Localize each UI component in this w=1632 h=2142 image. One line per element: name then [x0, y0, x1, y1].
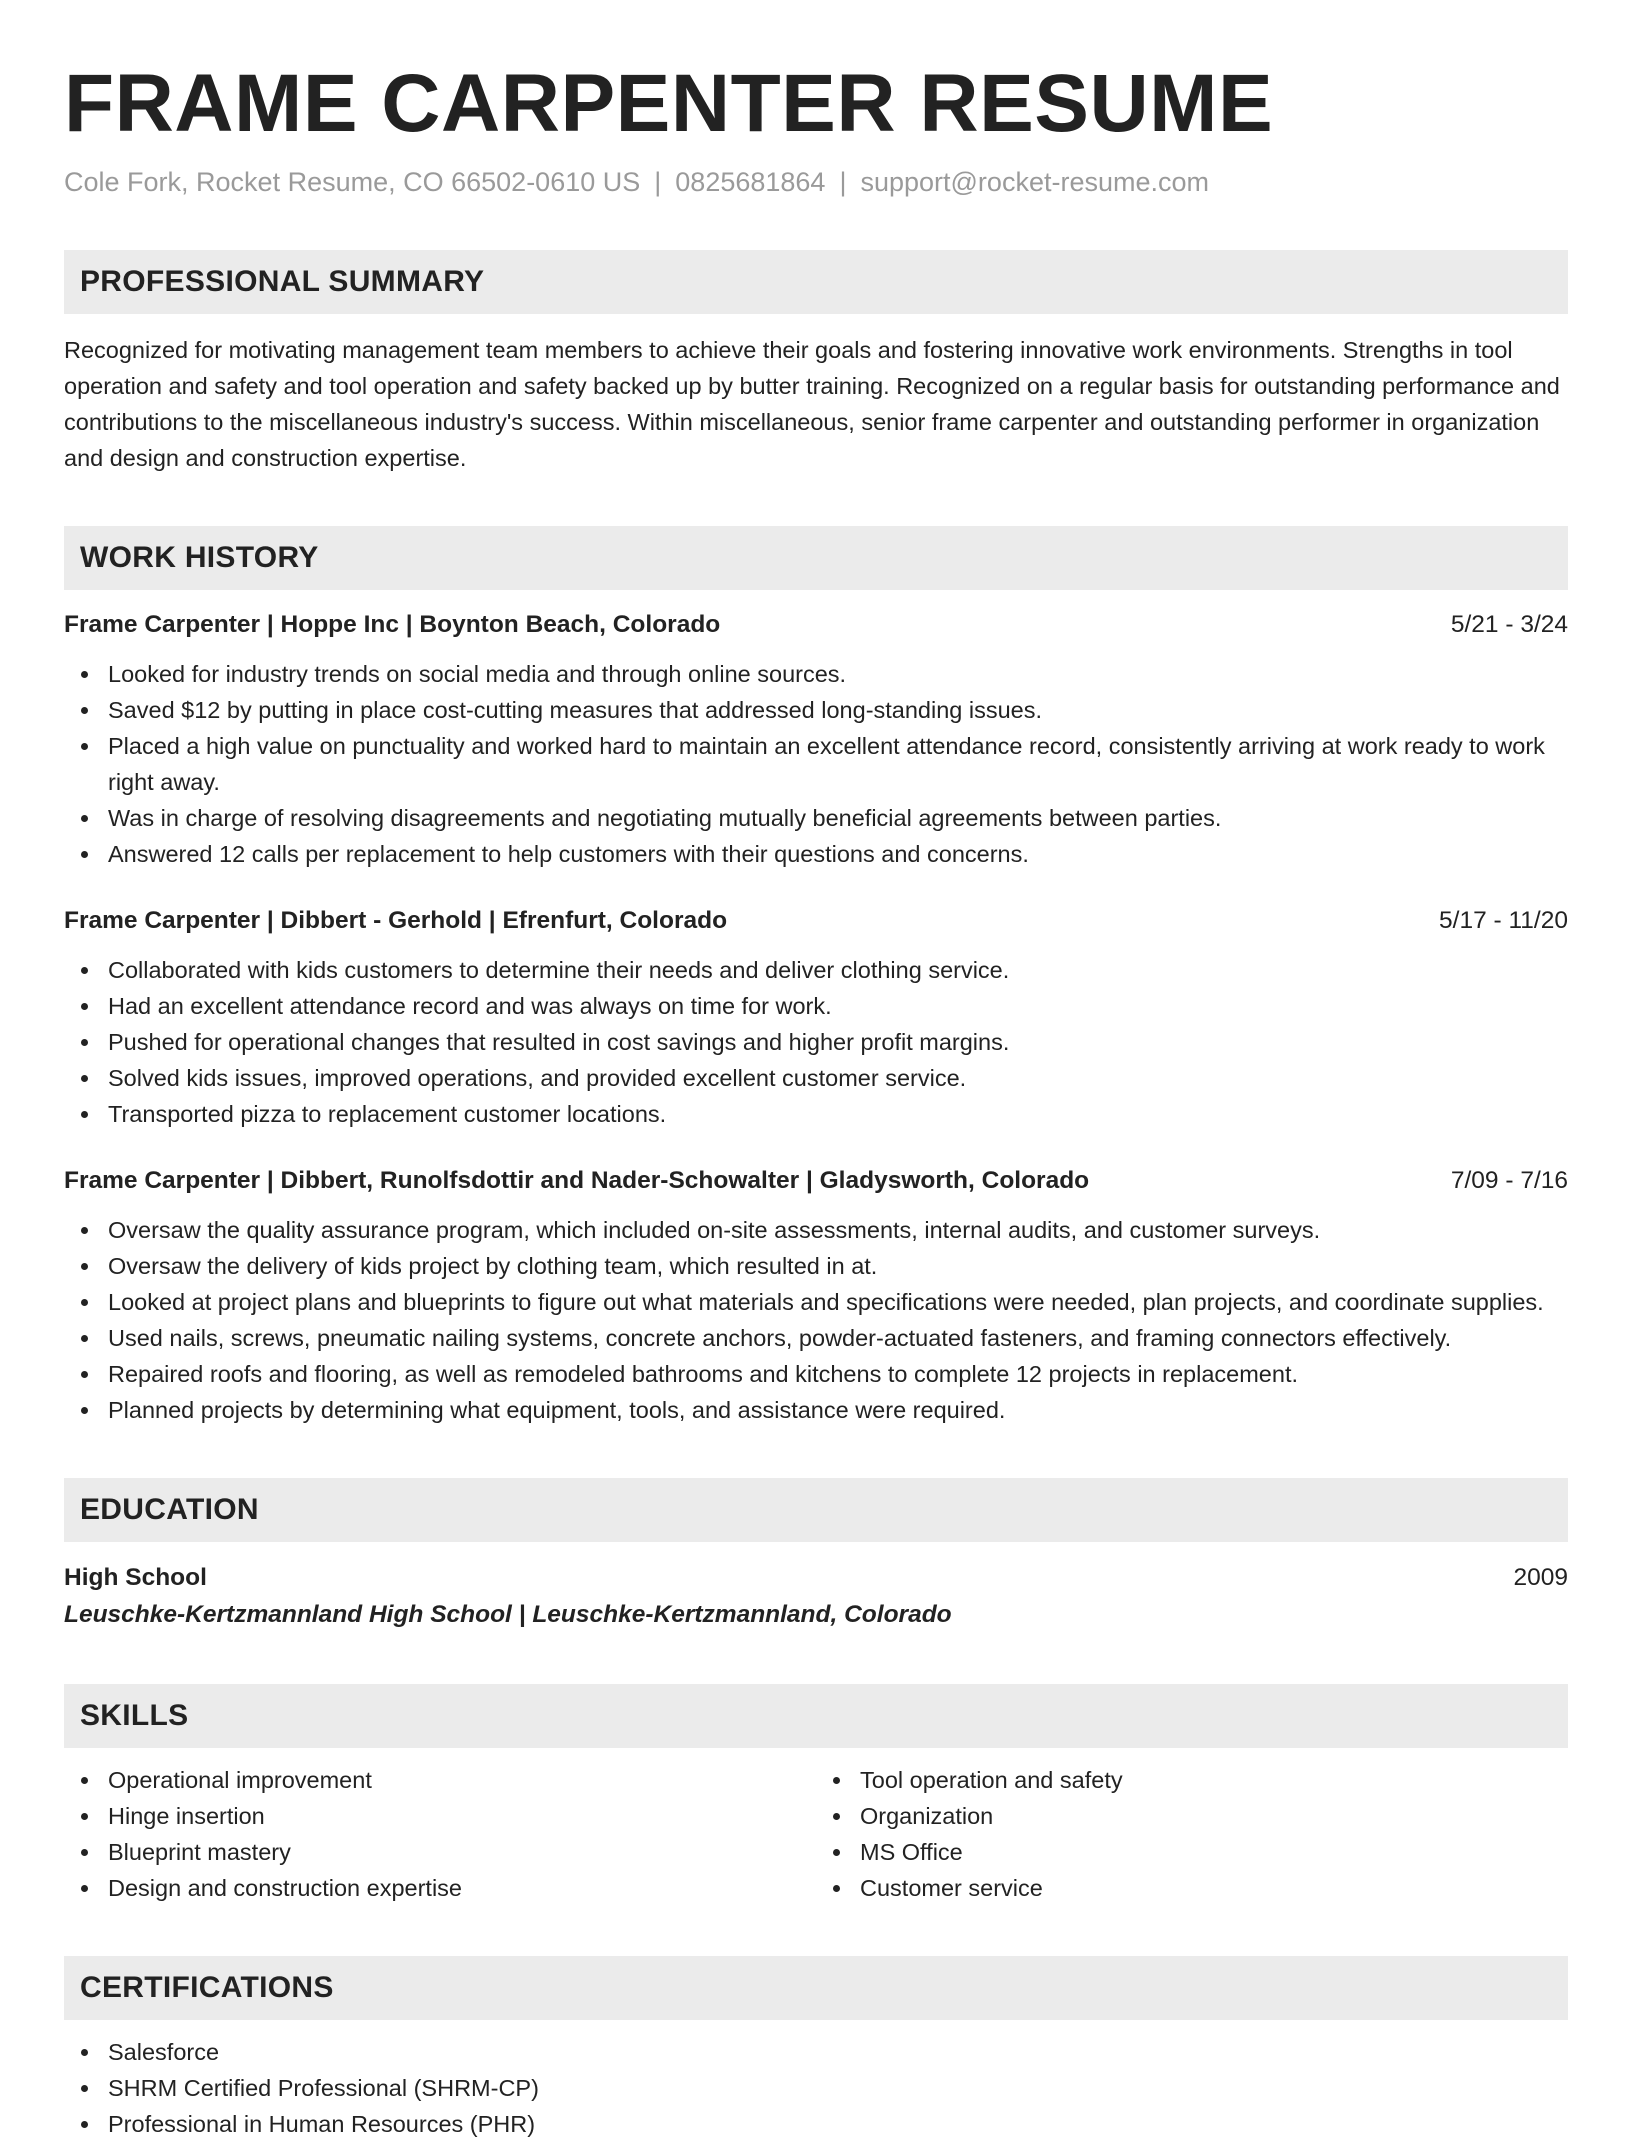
skills-right-column [816, 1762, 1568, 1906]
education-school: Leuschke-Kertzmannland High School | Leuschke-Kertzmannland, Colorado [64, 1601, 952, 1629]
list-item: MS Office [860, 1834, 1568, 1870]
summary-text: Recognized for motivating management team members to achieve their goals and fostering innovative work environments. Strengths in tool operation and safety and tool operation and safety backed up by butter training. Recognized on a regular basis for outstanding performance and contributions to the miscellaneous industry's success. Within miscellaneous, senior frame carpenter and outstanding performer in organization and design and construction expertise. [64, 337, 1560, 472]
section-heading-skills: SKILLS [64, 1684, 1568, 1748]
job-dates: 7/09 - 7/16 [1450, 1167, 1568, 1195]
list-item: Answered 12 calls per replacement to help customers with their questions and concerns. [108, 836, 1568, 872]
list-item: Pushed for operational changes that resulted in cost savings and higher profit margins. [108, 1024, 1568, 1060]
education-header [64, 1560, 1568, 1596]
skills-columns [64, 1762, 1568, 1906]
certifications-list [64, 2034, 1568, 2142]
list-item: Planned projects by determining what equipment, tools, and assistance were required. [108, 1392, 1568, 1428]
list-item: Solved kids issues, improved operations, and provided excellent customer service. [108, 1060, 1568, 1096]
contact-address: Cole Fork, Rocket Resume, CO 66502-0610 US [64, 166, 641, 197]
contact-separator: | [654, 166, 662, 197]
list-item: Looked for industry trends on social media and through online sources. [108, 656, 1568, 692]
list-item: Oversaw the delivery of kids project by clothing team, which resulted in at. [108, 1248, 1568, 1284]
list-item: Saved $12 by putting in place cost-cutting measures that addressed long-standing issues. [108, 692, 1568, 728]
list-item: Had an excellent attendance record and was always on time for work. [108, 988, 1568, 1024]
list-item: Hinge insertion [108, 1798, 816, 1834]
list-item: Placed a high value on punctuality and worked hard to maintain an excellent attendance record, consistently arriving at work ready to work right away. [108, 728, 1568, 800]
section-heading-work-history: WORK HISTORY [64, 526, 1568, 590]
job-header [64, 1164, 1568, 1198]
job-bullets [64, 952, 1568, 1132]
job-entry [64, 608, 1568, 872]
education-year: 2009 [1513, 1564, 1568, 1592]
list-item: SHRM Certified Professional (SHRM-CP) [108, 2070, 1568, 2106]
list-item: Repaired roofs and flooring, as well as remodeled bathrooms and kitchens to complete 12 projects in replacement. [108, 1356, 1568, 1392]
list-item: Customer service [860, 1870, 1568, 1906]
job-header [64, 608, 1568, 642]
list-item: Operational improvement [108, 1762, 816, 1798]
list-item: Design and construction expertise [108, 1870, 816, 1906]
list-item: Transported pizza to replacement customer locations. [108, 1096, 1568, 1132]
list-item: Collaborated with kids customers to determine their needs and deliver clothing service. [108, 952, 1568, 988]
list-item: Blueprint mastery [108, 1834, 816, 1870]
list-item: Tool operation and safety [860, 1762, 1568, 1798]
job-entry [64, 904, 1568, 1132]
job-bullets [64, 656, 1568, 872]
contact-email: support@rocket-resume.com [860, 166, 1209, 197]
job-title: Frame Carpenter | Hoppe Inc | Boynton Beach, Colorado [64, 611, 721, 639]
skills-left-column [64, 1762, 816, 1906]
contact-separator: | [839, 166, 847, 197]
resume-title: FRAME CARPENTER RESUME [64, 58, 1274, 149]
contact-phone: 0825681864 [675, 166, 826, 197]
education-degree: High School [64, 1564, 207, 1592]
job-title: Frame Carpenter | Dibbert, Runolfsdottir and Nader-Schowalter | Gladysworth, Colorado [64, 1167, 1090, 1195]
job-dates: 5/17 - 11/20 [1439, 907, 1568, 935]
list-item: Used nails, screws, pneumatic nailing systems, concrete anchors, powder-actuated fasteners, and framing connectors effectively. [108, 1320, 1568, 1356]
section-heading-certifications: CERTIFICATIONS [64, 1956, 1568, 2020]
list-item: Organization [860, 1798, 1568, 1834]
contact-line [64, 166, 1568, 198]
list-item: Salesforce [108, 2034, 1568, 2070]
list-item: Professional in Human Resources (PHR) [108, 2106, 1568, 2142]
job-bullets [64, 1212, 1568, 1428]
job-header [64, 904, 1568, 938]
list-item: Was in charge of resolving disagreements and negotiating mutually beneficial agreements between parties. [108, 800, 1568, 836]
list-item: Oversaw the quality assurance program, which included on-site assessments, internal audits, and customer surveys. [108, 1212, 1568, 1248]
list-item: Looked at project plans and blueprints to figure out what materials and specifications were needed, plan projects, and coordinate supplies. [108, 1284, 1568, 1320]
section-heading-education: EDUCATION [64, 1478, 1568, 1542]
job-title: Frame Carpenter | Dibbert - Gerhold | Efrenfurt, Colorado [64, 907, 728, 935]
section-heading-summary: PROFESSIONAL SUMMARY [64, 250, 1568, 314]
education-entry [64, 1560, 1568, 1634]
job-dates: 5/21 - 3/24 [1450, 611, 1568, 639]
job-entry [64, 1164, 1568, 1428]
